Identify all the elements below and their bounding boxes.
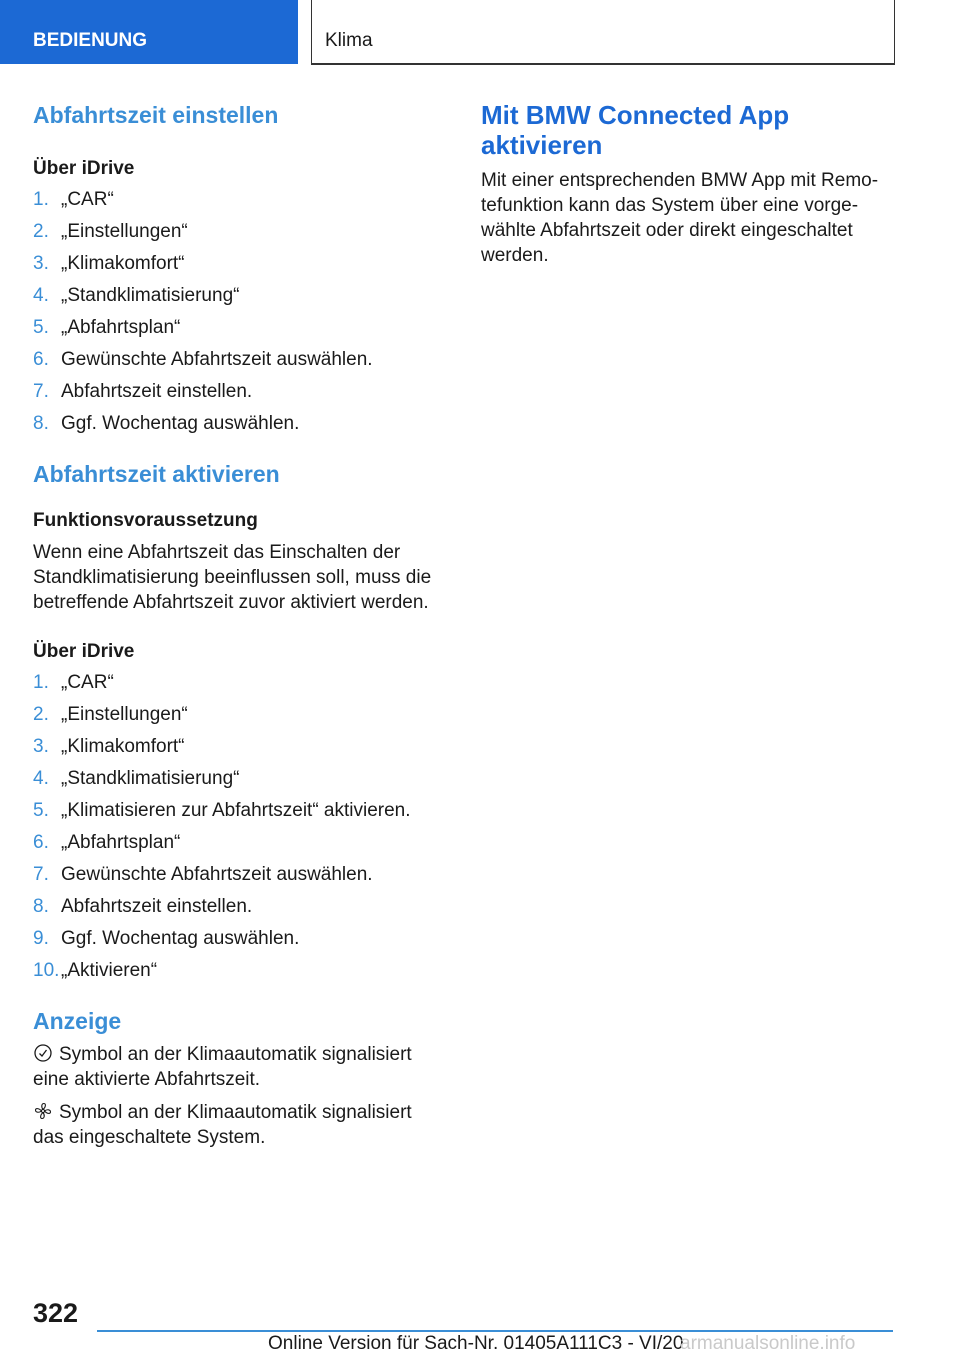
list-item [33, 699, 443, 731]
step-text: „Klimakomfort“ [61, 253, 185, 274]
list-item [33, 731, 443, 763]
step-number: 3. [33, 736, 49, 757]
step-number: 4. [33, 285, 49, 306]
page-number: 322 [33, 1298, 79, 1328]
step-text: „Aktivieren“ [61, 960, 158, 981]
step-number: 6. [33, 349, 49, 370]
step-text: „Klimatisieren zur Abfahrtszeit“ aktivieren. [61, 800, 411, 821]
list-item [33, 344, 443, 376]
step-number: 4. [33, 768, 49, 789]
step-text: „Standklimatisierung“ [61, 285, 240, 306]
step-number: 5. [33, 800, 49, 821]
step-text: Abfahrtszeit einstellen. [61, 896, 253, 917]
list-item [33, 859, 443, 891]
footer-version-text: Online Version für Sach-Nr. 01405A111C3 - VI/20 [268, 1333, 684, 1354]
step-text: Gewünschte Abfahrtszeit auswählen. [61, 349, 373, 370]
step-number: 8. [33, 413, 49, 434]
step-number: 7. [33, 864, 49, 885]
step-text: „Einstellungen“ [61, 704, 188, 725]
indicator-fan-line [33, 1100, 443, 1150]
header-chapter-box [311, 0, 895, 65]
step-number: 9. [33, 928, 49, 949]
list-item [33, 216, 443, 248]
section-title-abfahrtszeit-aktivieren: Abfahrtszeit aktivieren [33, 461, 280, 487]
clock-icon [33, 1043, 53, 1063]
step-text: Ggf. Wochentag auswählen. [61, 413, 300, 434]
step-number: 3. [33, 253, 49, 274]
step-text: „Abfahrtsplan“ [61, 317, 181, 338]
step-number: 2. [33, 704, 49, 725]
section-title-abfahrtszeit-einstellen: Abfahrtszeit einstellen [33, 102, 279, 128]
step-number: 10. [33, 960, 60, 981]
step-number: 8. [33, 896, 49, 917]
header-chapter-label: Klima [325, 30, 373, 51]
subheading-funktionsvoraussetzung: Funktionsvoraussetzung [33, 510, 258, 531]
indicator-clock-text: Symbol an der Klimaautomatik signalisiert eine aktivierte Abfahrtszeit. [33, 1044, 412, 1090]
list-item [33, 923, 443, 955]
header-section-tab [0, 0, 298, 64]
list-item [33, 248, 443, 280]
list-item [33, 312, 443, 344]
footer-divider [97, 1330, 893, 1332]
list-item [33, 184, 443, 216]
list-item [33, 376, 443, 408]
watermark-text: armanualsonline.info [680, 1333, 856, 1354]
step-text: „Standklimatisierung“ [61, 768, 240, 789]
step-text: „Klimakomfort“ [61, 736, 185, 757]
subheading-ueber-idrive-1: Über iDrive [33, 158, 135, 179]
indicator-fan-text: Symbol an der Klimaautomatik signalisiert das eingeschaltete System. [33, 1102, 412, 1148]
steps-list-1 [33, 184, 443, 440]
step-text: „Abfahrtsplan“ [61, 832, 181, 853]
step-text: „Einstellungen“ [61, 221, 188, 242]
list-item [33, 408, 443, 440]
paragraph-connected-app: Mit einer entsprechenden BMW App mit Remotefunktion kann das System über eine vorgewählte Abfahrtszeit oder direkt eingeschaltet werden. [481, 170, 879, 266]
subheading-ueber-idrive-2: Über iDrive [33, 641, 135, 662]
step-number: 1. [33, 672, 49, 693]
list-item [33, 763, 443, 795]
step-text: „CAR“ [61, 189, 114, 210]
list-item [33, 827, 443, 859]
left-column [33, 100, 443, 1150]
step-number: 7. [33, 381, 49, 402]
step-text: Abfahrtszeit einstellen. [61, 381, 253, 402]
step-text: Gewünschte Abfahrtszeit auswählen. [61, 864, 373, 885]
step-number: 5. [33, 317, 49, 338]
paragraph-funktionsvoraussetzung: Wenn eine Abfahrtszeit das Einschalten der Standklimatisierung beeinflussen soll, muss die betreffende Abfahrtszeit zuvor aktiviert werden. [33, 542, 432, 613]
section-title-anzeige: Anzeige [33, 1008, 122, 1034]
list-item [33, 795, 443, 827]
list-item [33, 667, 443, 699]
indicator-clock-line [33, 1042, 443, 1092]
step-number: 2. [33, 221, 49, 242]
steps-list-2 [33, 667, 443, 987]
list-item [33, 891, 443, 923]
step-number: 6. [33, 832, 49, 853]
step-text: „CAR“ [61, 672, 114, 693]
section-title-connected-app: Mit BMW Connected App aktivieren [481, 100, 790, 160]
header-section-label: BEDIENUNG [33, 30, 148, 51]
fan-icon [33, 1101, 53, 1121]
right-column [481, 100, 901, 268]
step-number: 1. [33, 189, 49, 210]
step-text: Ggf. Wochentag auswählen. [61, 928, 300, 949]
list-item [33, 955, 443, 987]
list-item [33, 280, 443, 312]
